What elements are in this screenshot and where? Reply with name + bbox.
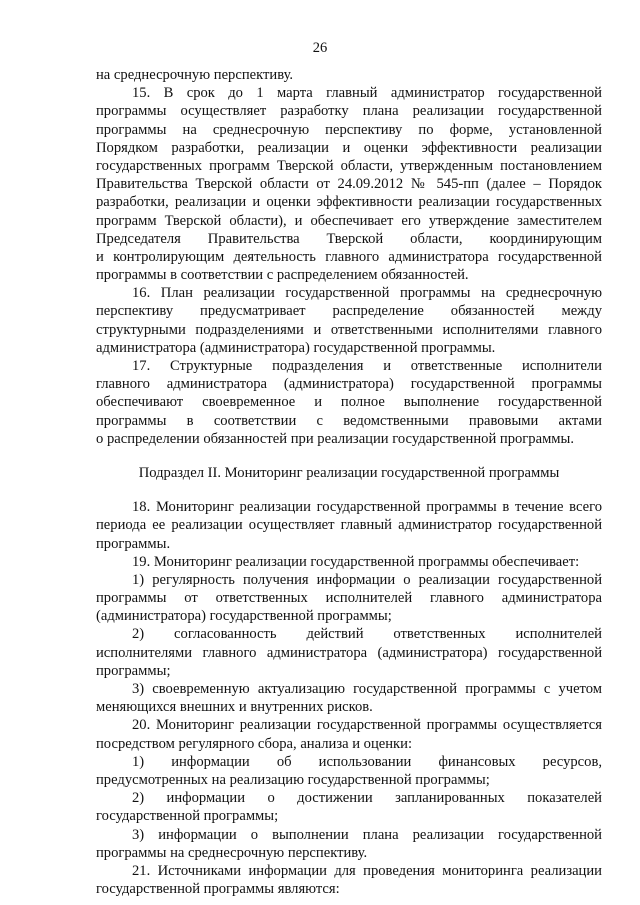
text-line: разработки, реализации и оценки эффективности реализации государственных (96, 194, 602, 211)
text-line: 3) информации о выполнении плана реализации государственной (132, 826, 602, 843)
text-line: программы; (96, 662, 171, 679)
text-line: 19. Мониторинг реализации государственной программы обеспечивает: (132, 553, 580, 570)
text-line: программы в соответствии с распределением обязанностей. (96, 267, 469, 284)
text-line: государственной программы являются: (96, 881, 340, 898)
text-line: программы осуществляет разработку плана реализации государственной (96, 103, 602, 120)
text-line: Правительства Тверской области от 24.09.2012 № 545-пп (далее – Порядок (96, 176, 602, 193)
text-line: обеспечивают своевременное и полное выполнение государственной (96, 394, 602, 411)
text-line: 3) своевременную актуализацию государственной программы с учетом (132, 681, 602, 697)
section-heading: Подраздел II. Мониторинг реализации государственной программы (138, 464, 560, 481)
text-line: посредством регулярного сбора, анализа и оценки: (96, 735, 413, 752)
text-line: Председателя Правительства Тверской области, координирующим (96, 230, 602, 247)
text-line: (администратора) государственной программы; (96, 608, 392, 625)
text-line: 2) информации о достижении запланированных показателей (132, 790, 602, 807)
text-line: 21. Источниками информации для проведения мониторинга реализации (132, 862, 602, 879)
page-number: 26 (312, 40, 328, 56)
text-line: программы. (96, 535, 171, 552)
text-line: программы в соответствии с ведомственными правовыми актами (96, 412, 602, 429)
text-line: исполнителями главного администратора (администратора) государственной (96, 644, 602, 661)
text-line: программы на среднесрочную перспективу. (96, 844, 368, 861)
text-line: и контролирующим деятельность главного администратора государственной (96, 248, 602, 265)
text-line: программы на среднесрочную перспективу по форме, установленной (96, 121, 602, 138)
text-line: государственной программы; (96, 808, 279, 825)
text-line: 17. Структурные подразделения и ответственные исполнители (132, 358, 602, 374)
text-line: программы от ответственных исполнителей главного администратора (96, 590, 602, 607)
text-line: главного администратора (администратора) государственной программы (96, 376, 602, 393)
text-block-after-heading (96, 498, 602, 898)
text-line: предусмотренных на реализацию государственной программы; (96, 771, 490, 788)
text-line: о распределении обязанностей при реализации государственной программы. (96, 430, 574, 447)
text-line: 16. План реализации государственной программы на среднесрочную (132, 285, 602, 302)
text-line: администратора (администратора) государственной программы. (96, 339, 496, 356)
text-line: периода ее реализации осуществляет главный администратор государственной (96, 517, 602, 534)
text-block-before-heading (96, 66, 602, 448)
text-line: государственных программ Тверской области, утвержденным постановлением (96, 157, 602, 174)
text-line: 1) регулярность получения информации о реализации государственной (132, 571, 602, 588)
text-line: перспективу предусматривает распределение обязанностей между (96, 303, 602, 320)
text-line: структурными подразделениями и ответственными исполнителями главного (96, 321, 602, 338)
text-line: 18. Мониторинг реализации государственной программы в течение всего (132, 499, 602, 516)
text-line: программ Тверской области), и обеспечивает его утверждение заместителем (96, 212, 602, 229)
text-line: меняющихся внешних и внутренних рисков. (96, 699, 373, 716)
text-line: 2) согласованность действий ответственных исполнителей (132, 626, 602, 643)
text-line: 15. В срок до 1 марта главный администратор государственной (132, 85, 602, 102)
document-body (96, 66, 602, 898)
text-line: на среднесрочную перспективу. (96, 67, 294, 83)
text-line: 1) информации об использовании финансовых ресурсов, (132, 753, 602, 770)
text-line: 20. Мониторинг реализации государственной программы осуществляется (132, 717, 602, 734)
text-line: Порядком разработки, реализации и оценки эффективности реализации (96, 139, 602, 156)
